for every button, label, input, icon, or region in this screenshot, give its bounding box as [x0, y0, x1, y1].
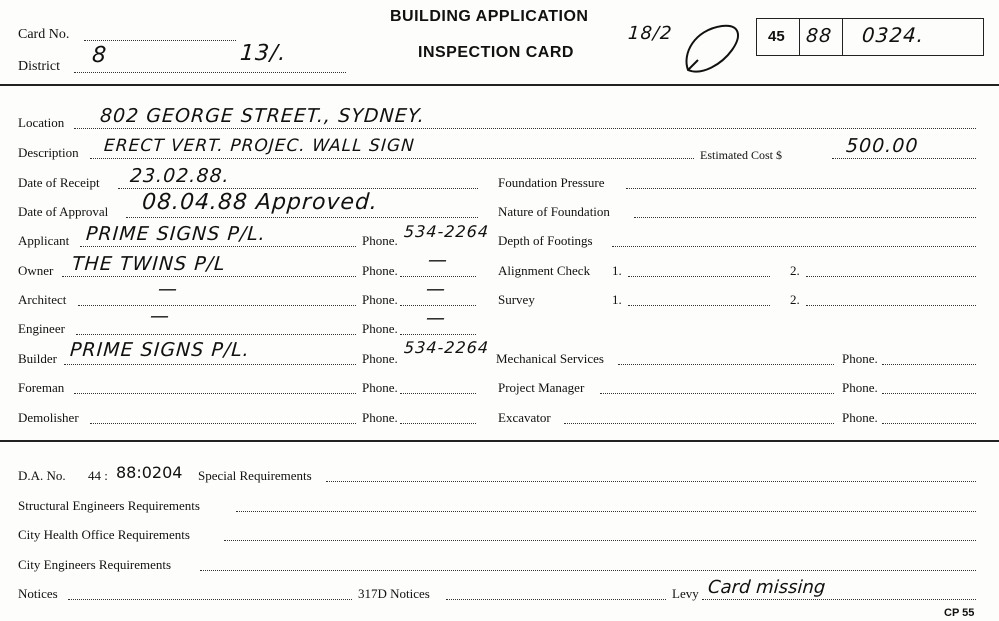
owner-value: THE TWINS P/L [71, 253, 227, 275]
engineer-line [76, 334, 356, 335]
levy-value: Card missing [707, 577, 827, 598]
notices-line [68, 599, 352, 600]
alignment-two-line [806, 276, 976, 277]
survey-two: 2. [790, 292, 800, 307]
district-value: 8 [91, 43, 108, 68]
approval-value: 08.04.88 Approved. [141, 190, 379, 215]
builder-line [64, 364, 356, 365]
alignment-two: 2. [790, 263, 800, 278]
card-no-line [84, 40, 236, 41]
survey-one: 1. [612, 292, 622, 307]
note-fraction: 18/2 [627, 23, 674, 44]
special-line [326, 481, 976, 482]
title-line1: BUILDING APPLICATION [390, 8, 589, 25]
applicant-phone-label: Phone. [362, 233, 398, 248]
mechanical-phone-label: Phone. [842, 351, 878, 366]
applicant-value: PRIME SIGNS P/L. [85, 223, 267, 245]
leaf-sketch [678, 20, 746, 76]
excavator-phone-line [882, 423, 976, 424]
structural-line [236, 511, 976, 512]
receipt-value: 23.02.88. [129, 165, 231, 187]
engineer-label: Engineer [18, 321, 65, 336]
foreman-phone-label: Phone. [362, 380, 398, 395]
engineer-value: — [149, 305, 171, 327]
survey-one-line [628, 305, 770, 306]
foundation-pressure-line [626, 188, 976, 189]
owner-phone-line [400, 276, 476, 277]
levy-label: Levy [672, 586, 699, 601]
number-box-1-text: 45 [768, 28, 785, 45]
foreman-phone-line [400, 393, 476, 394]
applicant-label: Applicant [18, 233, 70, 248]
notices-317d-line [446, 599, 666, 600]
builder-phone-value: 534-2264 [403, 338, 490, 357]
excavator-label: Excavator [498, 410, 551, 425]
applicant-line [80, 246, 356, 247]
alignment-one-line [628, 276, 770, 277]
city-engineers-label: City Engineers Requirements [18, 557, 172, 572]
cost-line [832, 158, 976, 159]
district-extra: 13/. [239, 41, 288, 66]
project-manager-line [600, 393, 834, 394]
da-label: D.A. No. [18, 468, 66, 483]
architect-phone-line [400, 305, 476, 306]
form-code: CP 55 [944, 607, 975, 619]
engineer-phone-value: — [425, 307, 447, 329]
alignment-one: 1. [612, 263, 622, 278]
approval-label: Date of Approval [18, 204, 109, 219]
demolisher-label: Demolisher [18, 410, 79, 425]
mechanical-line [618, 364, 834, 365]
mechanical-phone-line [882, 364, 976, 365]
nature-foundation-line [634, 217, 976, 218]
levy-line [702, 599, 976, 600]
builder-label: Builder [18, 351, 57, 366]
notices-317d-label: 317D Notices [358, 586, 430, 601]
owner-label: Owner [18, 263, 54, 278]
estimated-cost-value: 500.00 [845, 135, 920, 157]
alignment-check-label: Alignment Check [498, 263, 591, 278]
health-label: City Health Office Requirements [18, 527, 190, 542]
demolisher-phone-line [400, 423, 476, 424]
survey-label: Survey [498, 292, 535, 307]
description-label: Description [18, 145, 79, 160]
project-manager-label: Project Manager [498, 380, 585, 395]
project-manager-phone-label: Phone. [842, 380, 878, 395]
builder-value: PRIME SIGNS P/L. [69, 339, 251, 361]
structural-label: Structural Engineers Requirements [18, 498, 200, 513]
location-label: Location [18, 115, 65, 130]
architect-value: — [157, 278, 179, 300]
foundation-pressure-label: Foundation Pressure [498, 175, 605, 190]
top-divider [0, 84, 999, 86]
demolisher-phone-label: Phone. [362, 410, 398, 425]
depth-footings-line [612, 246, 976, 247]
middle-divider [0, 440, 999, 442]
owner-phone-label: Phone. [362, 263, 398, 278]
depth-footings-label: Depth of Footings [498, 233, 593, 248]
survey-two-line [806, 305, 976, 306]
owner-phone-value: — [427, 249, 449, 271]
architect-label: Architect [18, 292, 67, 307]
district-label: District [18, 59, 60, 74]
architect-phone-label: Phone. [362, 292, 398, 307]
location-value: 802 GEORGE STREET., SYDNEY. [99, 105, 426, 127]
description-line [90, 158, 694, 159]
architect-line [78, 305, 356, 306]
city-engineers-line [200, 570, 976, 571]
excavator-line [564, 423, 834, 424]
location-line [74, 128, 976, 129]
da-value: 88:0204 [116, 463, 183, 482]
special-requirements-label: Special Requirements [198, 468, 312, 483]
estimated-cost-label: Estimated Cost $ [700, 148, 782, 162]
receipt-label: Date of Receipt [18, 175, 100, 190]
excavator-phone-label: Phone. [842, 410, 878, 425]
nature-foundation-label: Nature of Foundation [498, 204, 610, 219]
da-prefix: 44 : [88, 468, 108, 483]
description-value: ERECT VERT. PROJEC. WALL SIGN [103, 136, 416, 156]
title-line2: INSPECTION CARD [418, 44, 574, 61]
card-no-label: Card No. [18, 27, 70, 42]
architect-phone-value: — [425, 278, 447, 300]
engineer-phone-label: Phone. [362, 321, 398, 336]
engineer-phone-line [400, 334, 476, 335]
district-line [74, 72, 346, 73]
number-box-3-text: 0324. [861, 23, 926, 47]
number-box-2-text: 88 [805, 25, 833, 47]
applicant-phone-value: 534-2264 [403, 222, 490, 241]
project-manager-phone-line [882, 393, 976, 394]
receipt-line [118, 188, 478, 189]
owner-line [62, 276, 356, 277]
notices-label: Notices [18, 586, 58, 601]
builder-phone-label: Phone. [362, 351, 398, 366]
demolisher-line [90, 423, 356, 424]
health-line [224, 540, 976, 541]
foreman-line [74, 393, 356, 394]
foreman-label: Foreman [18, 380, 65, 395]
approval-line [126, 217, 478, 218]
mechanical-label: Mechanical Services [496, 351, 604, 366]
